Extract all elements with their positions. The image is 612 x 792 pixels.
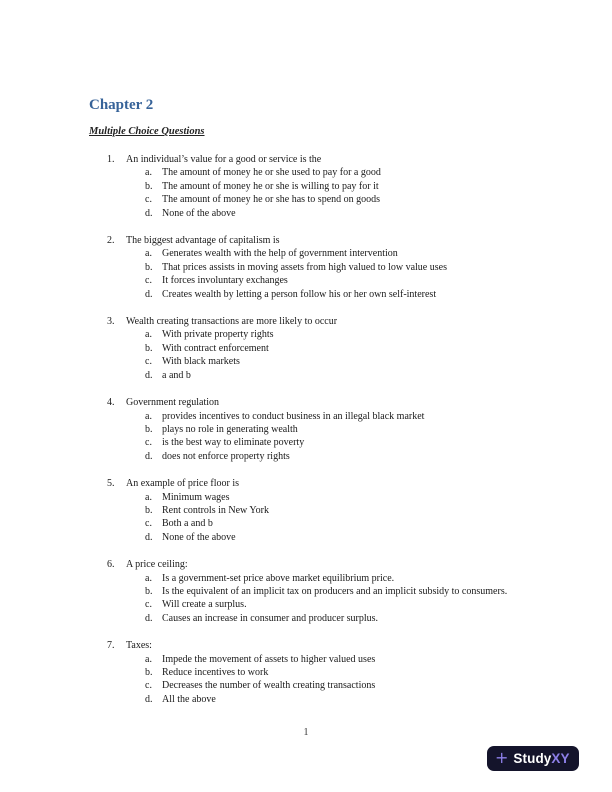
question-block (89, 315, 527, 382)
option-letter: d. (145, 531, 153, 543)
option-text: provides incentives to conduct business in an illegal black market (162, 410, 425, 422)
option-row (89, 653, 527, 666)
option-text: The amount of money he or she is willing to pay for it (162, 180, 379, 192)
option-text: The amount of money he or she used to pay for a good (162, 167, 381, 179)
brand-name-accent: XY (551, 750, 570, 766)
question-block (89, 558, 527, 625)
option-row (89, 207, 527, 220)
option-letter: b. (145, 261, 153, 273)
option-text: None of the above (162, 207, 236, 219)
option-letter: b. (145, 180, 153, 192)
question-block (89, 396, 527, 463)
option-text: It forces involuntary exchanges (162, 275, 288, 287)
question-block (89, 477, 527, 544)
option-text: Impede the movement of assets to higher valued uses (162, 653, 376, 665)
option-text: Is the equivalent of an implicit tax on producers and an implicit subsidy to consumers. (162, 585, 508, 597)
questions-list (89, 153, 527, 706)
option-text: The amount of money he or she has to spend on goods (162, 194, 381, 206)
question-text: Taxes: (126, 640, 152, 652)
option-letter: d. (145, 450, 153, 462)
option-row (89, 679, 527, 692)
option-letter: a. (145, 248, 152, 260)
option-row (89, 247, 527, 260)
option-row (89, 288, 527, 301)
option-letter: c. (145, 518, 152, 530)
question-line (89, 153, 527, 166)
option-letter: b. (145, 342, 153, 354)
question-text: Government regulation (126, 397, 220, 409)
option-row (89, 531, 527, 544)
option-row (89, 193, 527, 206)
option-text: Decreases the number of wealth creating transactions (162, 680, 376, 692)
option-letter: d. (145, 207, 153, 219)
option-letter: c. (145, 599, 152, 611)
question-text: Wealth creating transactions are more likely to occur (126, 316, 338, 328)
studyxy-badge (487, 746, 579, 771)
chapter-heading: Chapter 2 (89, 97, 154, 113)
question-number: 2. (107, 235, 115, 247)
question-number: 4. (107, 397, 115, 409)
question-text: An individual’s value for a good or service is the (126, 154, 322, 165)
option-row (89, 166, 527, 179)
option-text: Rent controls in New York (162, 504, 269, 516)
option-letter: c. (145, 680, 152, 692)
option-text: Creates wealth by letting a person follow his or her own self-interest (162, 288, 437, 300)
question-number: 3. (107, 316, 115, 328)
option-row (89, 274, 527, 287)
option-letter: c. (145, 437, 152, 449)
option-row (89, 572, 527, 585)
question-text: The biggest advantage of capitalism is (126, 235, 280, 247)
option-row (89, 355, 527, 368)
option-row (89, 598, 527, 611)
option-letter: c. (145, 356, 152, 368)
question-text: An example of price floor is (126, 478, 240, 490)
option-row (89, 369, 527, 382)
option-text: a and b (162, 369, 191, 381)
option-row (89, 342, 527, 355)
question-text: A price ceiling: (126, 559, 188, 571)
option-text: None of the above (162, 531, 236, 543)
option-text: is the best way to eliminate poverty (162, 437, 305, 449)
option-row (89, 666, 527, 679)
option-text: Causes an increase in consumer and producer surplus. (162, 612, 379, 624)
brand-name-primary: Study (513, 750, 552, 766)
option-text: plays no role in generating wealth (162, 423, 298, 435)
option-row (89, 491, 527, 504)
option-row (89, 693, 527, 706)
option-text: Minimum wages (162, 491, 230, 503)
option-letter: b. (145, 423, 153, 435)
question-block (89, 234, 527, 301)
brand-name (513, 752, 569, 766)
option-text: With contract enforcement (162, 342, 269, 354)
question-block (89, 639, 527, 706)
option-letter: b. (145, 504, 153, 516)
question-line (89, 477, 527, 490)
option-text: Will create a surplus. (162, 599, 247, 611)
option-letter: b. (145, 585, 153, 597)
section-heading: Multiple Choice Questions (89, 126, 205, 137)
option-letter: a. (145, 653, 152, 665)
option-letter: c. (145, 194, 152, 206)
option-text: Generates wealth with the help of government intervention (162, 248, 398, 260)
option-letter: a. (145, 167, 152, 179)
question-line (89, 396, 527, 409)
option-text: Reduce incentives to work (162, 667, 269, 678)
plus-icon: + (495, 747, 509, 767)
option-row (89, 180, 527, 193)
option-text: All the above (162, 693, 216, 705)
option-row (89, 436, 527, 449)
option-row (89, 612, 527, 625)
question-line (89, 315, 527, 328)
option-letter: d. (145, 369, 153, 381)
option-letter: d. (145, 693, 153, 705)
option-letter: b. (145, 667, 153, 678)
page-number: 1 (303, 727, 309, 738)
option-letter: d. (145, 288, 153, 300)
question-line (89, 234, 527, 247)
option-text: Both a and b (162, 518, 213, 530)
option-row (89, 410, 527, 423)
option-letter: a. (145, 410, 152, 422)
option-row (89, 450, 527, 463)
question-block (89, 153, 527, 220)
option-row (89, 328, 527, 341)
option-row (89, 585, 527, 598)
option-letter: c. (145, 275, 152, 287)
option-letter: d. (145, 612, 153, 624)
question-number: 6. (107, 559, 115, 571)
option-text: With private property rights (162, 329, 274, 341)
option-row (89, 261, 527, 274)
question-line (89, 639, 527, 652)
option-row (89, 517, 527, 530)
option-letter: a. (145, 491, 152, 503)
option-letter: a. (145, 329, 152, 341)
option-text: does not enforce property rights (162, 450, 290, 462)
question-line (89, 558, 527, 571)
question-number: 5. (107, 478, 115, 490)
option-row (89, 504, 527, 517)
question-number: 7. (107, 640, 115, 652)
option-letter: a. (145, 572, 152, 584)
question-number: 1. (107, 154, 115, 165)
option-row (89, 423, 527, 436)
option-text: Is a government-set price above market equilibrium price. (162, 572, 395, 584)
option-text: With black markets (162, 356, 240, 368)
option-text: That prices assists in moving assets from high valued to low value uses (162, 261, 447, 273)
